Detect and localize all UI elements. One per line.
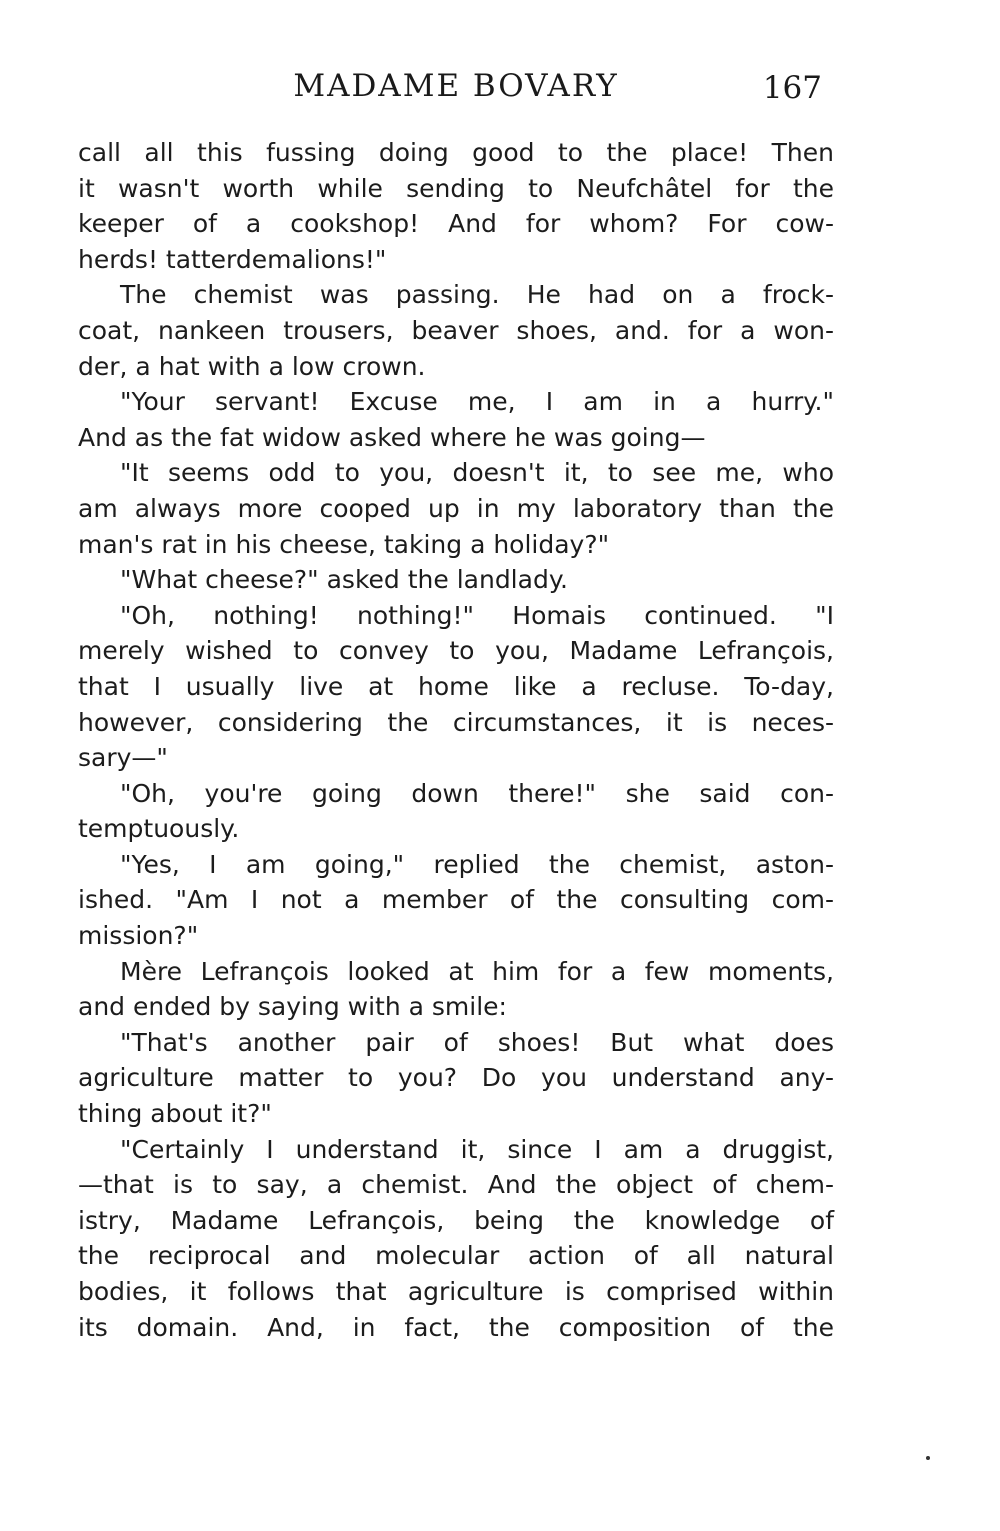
text-line: The chemist was passing. He had on a frock-: [120, 280, 834, 310]
text-line: man's rat in his cheese, taking a holiday?": [78, 529, 610, 559]
text-line: am always more cooped up in my laboratory than the: [78, 493, 834, 523]
print-speck: [926, 1456, 930, 1460]
text-line: however, considering the circumstances, it is neces-: [78, 707, 834, 737]
running-title: MADAME BOVARY: [293, 68, 619, 104]
text-line: "Yes, I am going," replied the chemist, aston-: [120, 849, 834, 879]
text-line: it wasn't worth while sending to Neufchâtel for the: [78, 173, 834, 203]
text-line: temptuously.: [78, 814, 240, 844]
text-line: Mère Lefrançois looked at him for a few moments,: [120, 956, 834, 986]
text-line: And as the fat widow asked where he was going—: [78, 422, 706, 452]
text-line: mission?": [78, 921, 199, 951]
text-line: bodies, it follows that agriculture is comprised within: [78, 1277, 834, 1306]
text-line: merely wished to convey to you, Madame Lefrançois,: [78, 636, 834, 666]
text-line: "Oh, nothing! nothing!" Homais continued. "I: [120, 600, 834, 630]
text-line: istry, Madame Lefrançois, being the knowledge of: [78, 1205, 834, 1235]
text-line: —that is to say, a chemist. And the object of chem-: [78, 1170, 834, 1200]
body-text: [78, 135, 834, 1345]
text-line: der, a hat with a low crown.: [78, 351, 426, 381]
text-line: "Your servant! Excuse me, I am in a hurry.": [120, 387, 834, 417]
text-line: "Oh, you're going down there!" she said con-: [120, 778, 834, 808]
text-line: that I usually live at home like a recluse. To-day,: [78, 671, 834, 701]
text-line: sary—": [78, 743, 168, 773]
text-line: keeper of a cookshop! And for whom? For cow-: [78, 209, 834, 239]
text-line: and ended by saying with a smile:: [78, 992, 507, 1022]
text-line: "Certainly I understand it, since I am a druggist,: [120, 1134, 834, 1164]
text-line: the reciprocal and molecular action of all natural: [78, 1241, 834, 1271]
text-line: "That's another pair of shoes! But what does: [120, 1027, 834, 1057]
text-line: agriculture matter to you? Do you understand any-: [78, 1063, 834, 1093]
page-header: [78, 66, 834, 106]
text-line: herds! tatterdemalions!": [78, 244, 387, 274]
text-line: coat, nankeen trousers, beaver shoes, and. for a won-: [78, 315, 834, 345]
text-line: "It seems odd to you, doesn't it, to see me, who: [120, 458, 834, 488]
page-number: 167: [762, 70, 822, 106]
text-line: ished. "Am I not a member of the consulting com-: [78, 885, 834, 915]
text-line: thing about it?": [78, 1099, 272, 1129]
text-line: call all this fussing doing good to the place! Then: [78, 138, 834, 167]
text-line: its domain. And, in fact, the composition of the: [78, 1312, 834, 1342]
text-line: "What cheese?" asked the landlady.: [120, 565, 568, 595]
